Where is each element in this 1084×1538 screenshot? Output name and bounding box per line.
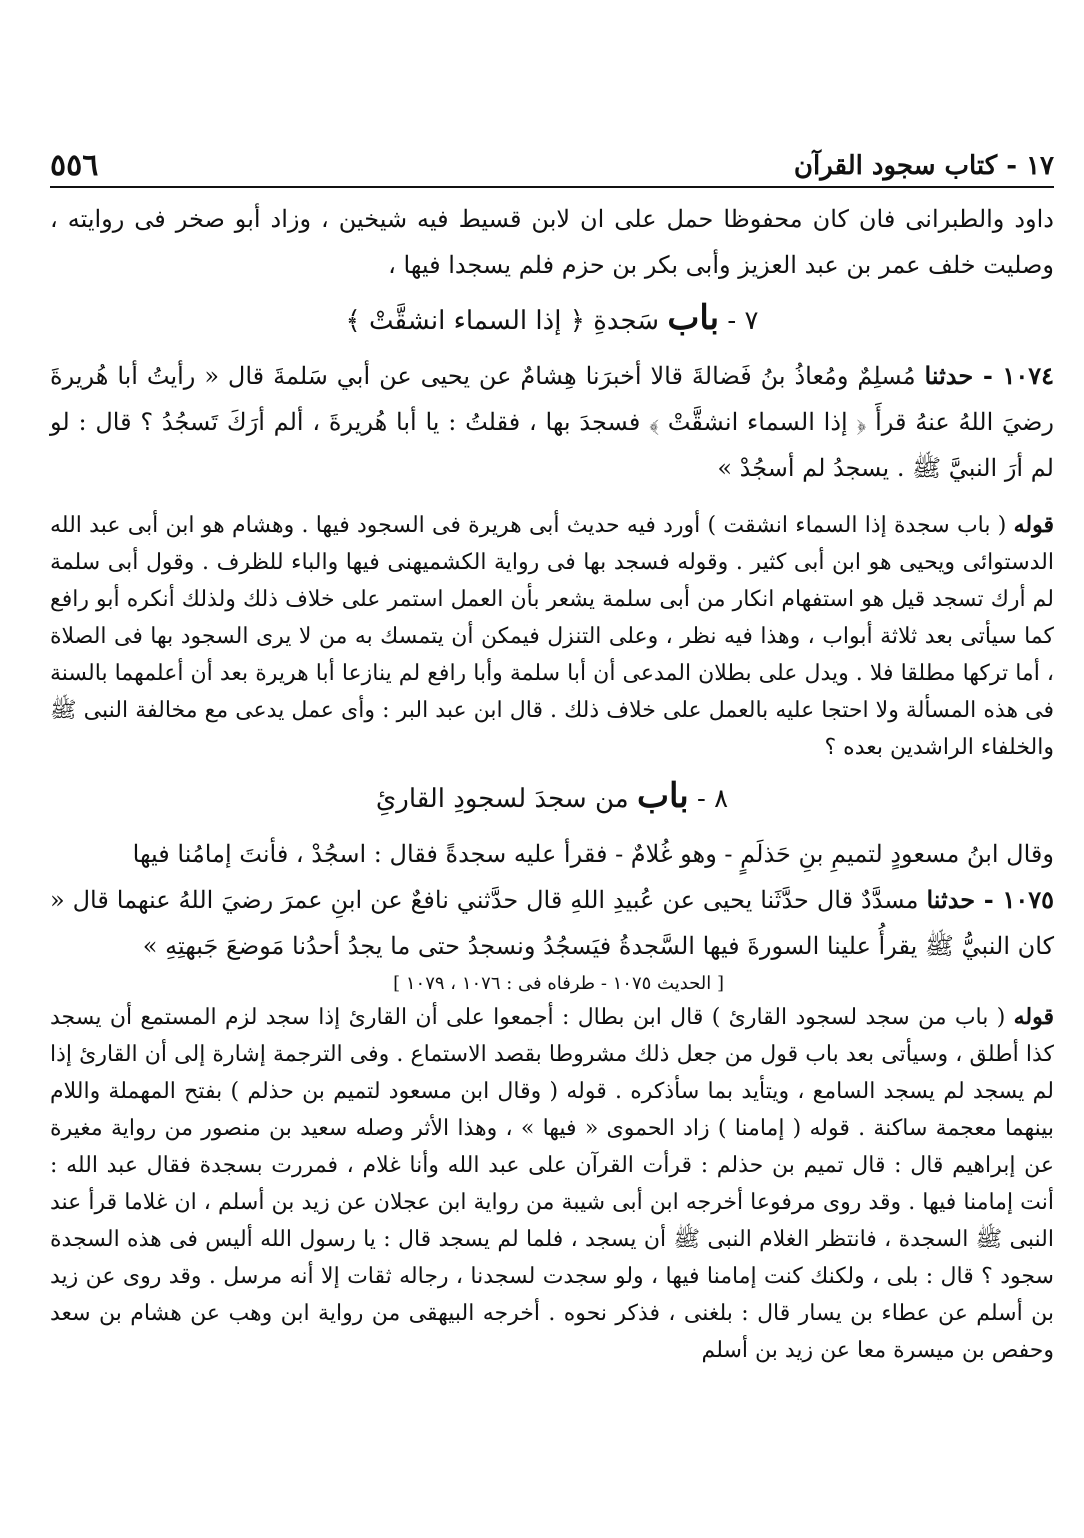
chapter-bab-word: باب [667, 298, 720, 338]
page-number: ٥٥٦ [50, 148, 99, 183]
running-title: ١٧ - كتاب سجود القرآن [793, 151, 1054, 181]
hadith-1075 [50, 877, 1054, 969]
chapter-bab-word: باب [636, 776, 689, 816]
hadith-number: ١٠٧٤ - [973, 361, 1055, 390]
commentary-text: ( باب سجدة إذا السماء انشقت ) أورد فيه حديث أبى هريرة فى السجود فيها . وهشام هو ابن أبى عبد الله الدستوائى ويحيى هو ابن أبى كثير . وقوله فسجد بها فى رواية الكشميهنى فيها والباء للظرف . وقول أبى سلمة لم أرك تسجد قيل هو استفهام انكار من أبى سلمة يشعر بأن العمل استمر على خلاف ذلك ولذلك أنكره أبو رافع كما سيأتى بعد ثلاثة أبواب ، وهذا فيه نظر ، وعلى التنزل فيمكن أن يتمسك به من لا يرى السجود بها فى الصلاة ، أما تركها مطلقا فلا . ويدل على بطلان المدعى أن أبا سلمة وأبا رافع لم ينازعا أبا هريرة بعد أن أعلمهما بالسنة فى هذه المسألة ولا احتجا عليه بالعمل على خلاف ذلك . قال ابن عبد البر : وأى عمل يدعى مع مخالفة النبى ﷺ والخلفاء الراشدين بعده ؟ [50, 513, 1054, 760]
chapter-heading-7 [50, 292, 1054, 347]
commentary-chapter-8 [50, 999, 1054, 1369]
hadith-label: حدثنا [924, 361, 974, 390]
page-header [50, 140, 1054, 188]
hadith-text: مسدَّدٌ قال حدَّثَنا يحيى عن عُبيدِ اللهِ قال حدَّثني نافعٌ عن ابنِ عمرَ رضيَ اللهُ عنهما قال « كان النبيُّ ﷺ يقرأُ علينا السورةَ فيها السَّجدةُ فيَسجُدُ ونسجدُ حتى ما يجدُ أحدُنا مَوضعَ جَبهتِهِ » [50, 886, 1054, 960]
hadith-text: مُسلِمٌ ومُعاذُ بنُ فَضالةَ قالا أخبرَنا هِشامٌ عن يحيى عن أبي سَلمةَ قال « رأيتُ أبا هُريرةَ رضيَ اللهُ عنهُ قرأَ ﴿ إذا السماء انشقَّتْ ﴾ فسجدَ بها ، فقلتُ : يا أبا هُريرةَ ، ألم أرَكَ تَسجُدُ ؟ قال : لو لم أرَ النبيَّ ﷺ . يسجدُ لم أسجُدْ » [50, 362, 1054, 482]
commentary-lead: قوله [1013, 512, 1054, 538]
hadith-label: حدثنا [926, 885, 976, 914]
chapter-number: ٧ - [719, 306, 759, 336]
chapter-title: من سجدَ لسجودِ القارئِ [375, 784, 637, 814]
commentary-lead: قوله [1013, 1004, 1054, 1030]
chapter-number: ٨ - [688, 784, 729, 814]
commentary-text: ( باب من سجد لسجود القارئ ) قال ابن بطال : أجمعوا على أن القارئ إذا سجد لزم المستمع أن يسجد كذا أطلق ، وسيأتى بعد باب قول من جعل ذلك مشروطا بقصد الاستماع . وفى الترجمة إشارة إلى أن القارئ إذا لم يسجد لم يسجد السامع ، ويتأيد بما سأذكره . قوله ( وقال ابن مسعود لتميم بن حذلم ) بفتح المهملة واللام بينهما معجمة ساكنة . قوله ( إمامنا ) زاد الحموى « فيها » ، وهذا الأثر وصله سعيد بن منصور من رواية مغيرة عن إبراهيم قال : قال تميم بن حذلم : قرأت القرآن على عبد الله وأنا غلام ، فمررت بسجدة فقال عبد الله : أنت إمامنا فيها . وقد روى مرفوعا أخرجه ابن أبى شيبة من رواية ابن عجلان عن زيد بن أسلم ، ان غلاما قرأ عند النبى ﷺ السجدة ، فانتظر الغلام النبى ﷺ أن يسجد ، فلما لم يسجد قال : يا رسول الله أليس فى هذه السجدة سجود ؟ قال : بلى ، ولكنك كنت إمامنا فيها ، ولو سجدت لسجدنا ، رجاله ثقات إلا أنه مرسل . وقد روى عن زيد بن أسلم عن عطاء بن يسار قال : بلغنى ، فذكر نحوه . أخرجه البيهقى من رواية ابن وهب عن هشام بن سعد وحفص بن ميسرة معا عن زيد بن أسلم [50, 1005, 1054, 1363]
commentary-chapter-7 [50, 507, 1054, 766]
hadith-1074 [50, 353, 1054, 491]
hadith-cross-reference: [ الحديث ١٠٧٥ - طرفاه فى : ١٠٧٦ ، ١٠٧٩ ] [393, 973, 724, 994]
athar-ibn-masud: وقال ابنُ مسعودٍ لتميمِ بنِ حَذلَمٍ - وهو غُلامٌ - فقرأ عليه سجدةً فقال : اسجُدْ ، فأنتَ إمامُنا فيها [132, 840, 1054, 868]
chapter-title: سَجدةِ ﴿ إذا السماء انشقَّتْ ﴾ [345, 306, 668, 336]
hadith-number: ١٠٧٥ - [975, 885, 1054, 914]
page-content [50, 196, 1054, 1369]
chapter-heading-8 [50, 770, 1054, 825]
opening-paragraph: داود والطبرانى فان كان محفوظا حمل على ان لابن قسيط فيه شيخين ، وزاد أبو صخر فى روايته ، وصليت خلف عمر بن عبد العزيز وأبى بكر بن حزم فلم يسجدا فيها ، [50, 205, 1054, 279]
